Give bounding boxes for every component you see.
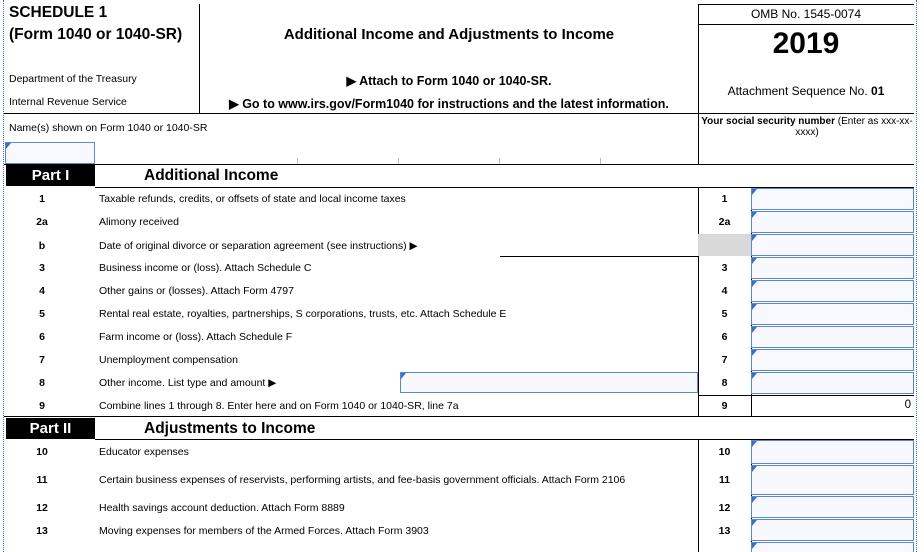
line-12-text: Health savings account deduction. Attach Form 8889 xyxy=(99,502,345,514)
page-title: Additional Income and Adjustments to Income xyxy=(283,26,615,43)
field-marker-icon xyxy=(752,441,757,447)
header-rule-top xyxy=(698,4,914,5)
sequence-label: Attachment Sequence No. xyxy=(727,84,868,98)
line-3-number: 3 xyxy=(39,262,45,274)
field-marker-icon xyxy=(752,212,757,218)
line-2b-number: b xyxy=(38,240,46,252)
header-divider-left xyxy=(199,4,200,114)
line-4-box: 4 xyxy=(721,285,728,297)
line-10-box: 10 xyxy=(718,446,731,458)
line-2a-text: Alimony received xyxy=(99,216,179,228)
line-3-text: Business income or (loss). Attach Schedule C xyxy=(99,262,312,274)
ssn-label-hint: (Enter as xxx-xx-xxxx) xyxy=(795,116,913,138)
line-6-box: 6 xyxy=(721,331,728,343)
line-13-amount-input[interactable] xyxy=(751,519,914,541)
header-rule-bottom xyxy=(4,113,914,114)
line-6-number: 6 xyxy=(39,331,45,343)
line-9-total: 0 xyxy=(904,399,911,411)
line-9-top-rule xyxy=(698,395,914,396)
line-9-number: 9 xyxy=(39,400,45,412)
attachment-sequence xyxy=(698,84,914,98)
line-5-box: 5 xyxy=(721,308,728,320)
line-11-text: Certain business expenses of reservists, performing artists, and fee-basis government officials. Attach Form 2106 xyxy=(99,474,626,486)
line-14-amount-input[interactable] xyxy=(751,542,914,552)
part1-badge: Part I xyxy=(6,165,95,186)
part2-badge: Part II xyxy=(6,418,95,439)
schedule-title: SCHEDULE 1 xyxy=(9,4,108,21)
line-2a-amount-input[interactable] xyxy=(751,211,914,233)
line-6-amount-input[interactable] xyxy=(751,326,914,348)
header-divider-right xyxy=(698,4,699,164)
line-2b-shaded-box xyxy=(698,234,751,256)
omb-number: OMB No. 1545-0074 xyxy=(750,7,862,21)
field-marker-icon xyxy=(752,497,757,503)
line-5-number: 5 xyxy=(39,308,45,320)
line-2a-box: 2a xyxy=(718,216,731,228)
line-10-number: 10 xyxy=(36,446,48,458)
field-marker-icon xyxy=(752,520,757,526)
line-11-box: 11 xyxy=(718,474,731,486)
field-marker-icon xyxy=(752,373,757,379)
line-4-amount-input[interactable] xyxy=(751,280,914,302)
field-marker-icon xyxy=(752,281,757,287)
part1-bottom-rule xyxy=(4,416,914,417)
line-8-number: 8 xyxy=(39,377,45,389)
line-9-text: Combine lines 1 through 8. Enter here and on Form 1040 or 1040-SR, line 7a xyxy=(99,400,459,412)
line-5-text: Rental real estate, royalties, partnerships, S corporations, trusts, etc. Attach Schedule E xyxy=(99,308,507,320)
field-marker-icon xyxy=(752,189,757,195)
line-9-box: 9 xyxy=(721,400,728,412)
line-2b-text: Date of original divorce or separation agreement (see instructions) ▶ xyxy=(99,240,418,252)
tick xyxy=(499,158,500,164)
line-1-number: 1 xyxy=(39,193,45,205)
line-12-amount-input[interactable] xyxy=(751,496,914,518)
divorce-date-input[interactable] xyxy=(751,234,914,256)
line-3-box: 3 xyxy=(721,262,728,274)
line-2a-number: 2a xyxy=(36,216,48,228)
line-1-box: 1 xyxy=(721,193,728,205)
part2-title: Adjustments to Income xyxy=(144,420,316,437)
names-rule-bottom xyxy=(4,164,914,165)
divorce-date-underline xyxy=(500,256,698,257)
line-6-text: Farm income or (loss). Attach Schedule F xyxy=(99,331,293,343)
names-label: Name(s) shown on Form 1040 or 1040-SR xyxy=(9,122,208,134)
tick xyxy=(600,158,601,164)
sequence-number: 01 xyxy=(871,84,885,98)
tax-year: 2019 xyxy=(772,27,840,60)
line-5-amount-input[interactable] xyxy=(751,303,914,325)
field-marker-icon xyxy=(752,466,757,472)
other-income-type-input[interactable] xyxy=(400,372,698,393)
line-11-amount-input[interactable] xyxy=(751,465,914,495)
line-8-amount-input[interactable] xyxy=(751,372,914,394)
line-7-amount-input[interactable] xyxy=(751,349,914,371)
service-label: Internal Revenue Service xyxy=(9,96,127,108)
line-12-number: 12 xyxy=(36,502,48,514)
line-7-number: 7 xyxy=(39,354,45,366)
field-marker-icon xyxy=(752,258,757,264)
line-8-box: 8 xyxy=(721,377,728,389)
line-12-box: 12 xyxy=(718,502,731,514)
department-label: Department of the Treasury xyxy=(9,73,137,85)
field-marker-icon xyxy=(752,543,757,549)
line-10-text: Educator expenses xyxy=(99,446,189,458)
line-1-amount-input[interactable] xyxy=(751,188,914,210)
tick xyxy=(297,158,298,164)
field-marker-icon xyxy=(401,373,406,379)
part1-title: Additional Income xyxy=(144,167,279,184)
ssn-label-bold: Your social security number xyxy=(701,116,835,127)
line-7-box: 7 xyxy=(721,354,728,366)
field-marker-icon xyxy=(6,143,11,149)
line-8-text: Other income. List type and amount ▶ xyxy=(99,377,277,389)
line-13-number: 13 xyxy=(36,525,48,537)
instructions-link-text: ▶ Go to www.irs.gov/Form1040 for instructions and the latest information. xyxy=(229,97,669,111)
field-marker-icon xyxy=(752,304,757,310)
names-input[interactable] xyxy=(5,142,95,164)
line-11-number: 11 xyxy=(36,474,48,486)
line-3-amount-input[interactable] xyxy=(751,257,914,279)
tick xyxy=(398,158,399,164)
field-marker-icon xyxy=(752,327,757,333)
line-13-box: 13 xyxy=(718,525,731,537)
attach-instruction: ▶ Attach to Form 1040 or 1040-SR. xyxy=(346,74,552,88)
field-marker-icon xyxy=(752,235,757,241)
line-13-text: Moving expenses for members of the Armed Forces. Attach Form 3903 xyxy=(99,525,429,537)
omb-rule xyxy=(698,24,914,25)
line-10-amount-input[interactable] xyxy=(751,440,914,464)
ssn-label xyxy=(700,116,914,138)
line-7-text: Unemployment compensation xyxy=(99,354,238,366)
field-marker-icon xyxy=(752,350,757,356)
line-1-text: Taxable refunds, credits, or offsets of state and local income taxes xyxy=(99,193,406,205)
line-4-number: 4 xyxy=(39,285,45,297)
form-reference: (Form 1040 or 1040-SR) xyxy=(9,26,183,43)
line-4-text: Other gains or (losses). Attach Form 4797 xyxy=(99,285,294,297)
